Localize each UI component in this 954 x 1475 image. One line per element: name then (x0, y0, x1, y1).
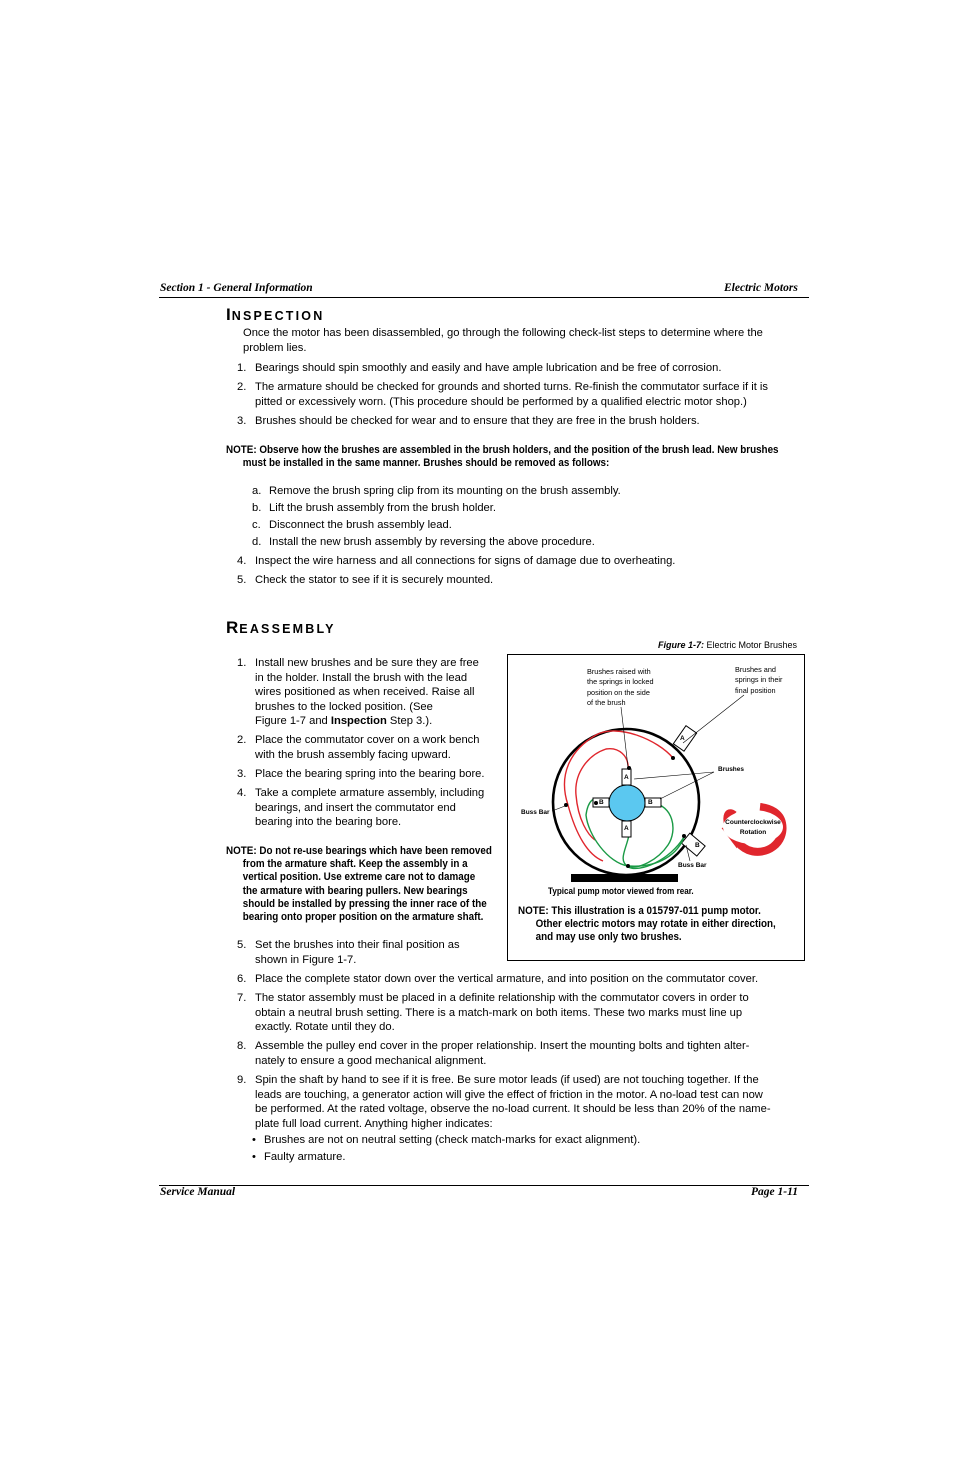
label-line: Brushes raised with (587, 667, 651, 676)
step-line: brushes to the locked position. (See (255, 700, 433, 713)
note-line: should be installed by pressing the inner race of the (242, 897, 487, 910)
step-line: Take a complete armature assembly, including (255, 787, 485, 799)
step-text (255, 656, 505, 729)
step-line: leads are touching, a generator action will give the effect of friction in the motor. A no-load test can now (255, 1088, 763, 1101)
step-text (255, 991, 815, 1035)
step-line: in the holder. Install the brush with the lead (255, 671, 468, 684)
step-text: Brushes should be checked for wear and to ensure that they are free in the brush holders. (255, 415, 700, 427)
note-line (226, 845, 499, 858)
wire-dot (594, 801, 598, 805)
inspection-intro-line-1: Once the motor has been disassembled, go through the following check-list steps to determine where the (243, 327, 763, 339)
label-line: of the brush (587, 698, 626, 708)
label-buss-bar-right: Buss Bar (678, 862, 707, 869)
step-number: 2. (237, 381, 247, 393)
note-text: This illustration is a 015797-011 pump motor. (551, 905, 761, 917)
label-line: Brushes and (735, 665, 776, 674)
step-line: Set the brushes into their final position as (255, 939, 460, 951)
label-line: final position (735, 685, 776, 695)
step-line: exactly. Rotate until they do. (255, 1021, 395, 1034)
step-line: Install new brushes and be sure they are free (255, 657, 479, 669)
step-line: Assemble the pulley end cover in the proper relationship. Insert the mounting bolts and tighten alter- (255, 1040, 750, 1052)
wire-dot (671, 756, 675, 760)
label-line: position on the side (587, 687, 650, 697)
step-number: 6. (237, 973, 247, 985)
footer-left: Service Manual (160, 1186, 236, 1198)
figure-caption-text: Electric Motor Brushes (704, 640, 798, 650)
step-number: 4. (237, 787, 247, 799)
step-line: The stator assembly must be placed in a definite relationship with the commutator covers in order to (255, 992, 749, 1004)
leader-line (621, 707, 628, 767)
step-text: Place the bearing spring into the bearing bore. (255, 768, 485, 780)
label-brushes-final (735, 665, 782, 696)
inspection-intro-line-2: problem lies. (243, 341, 307, 354)
step-line: wires positioned as when received. Raise all (255, 686, 475, 699)
step-line: shown in Figure 1-7. (255, 953, 357, 966)
step-text (255, 938, 505, 967)
note-line: bearing onto proper position on the armature shaft. (242, 911, 484, 924)
step-number: 1. (237, 362, 247, 374)
reassembly-step-1 (237, 656, 502, 731)
note-line: vertical position. Use extreme care not to damage (242, 871, 476, 884)
note-line: Other electric motors may rotate in either direction, (535, 918, 776, 931)
reassembly-heading-rest: EASSEMBLY (239, 622, 336, 636)
label-brushes: Brushes (718, 766, 745, 773)
step-line-part: Step 3.). (386, 715, 433, 728)
header-right: Electric Motors (724, 282, 798, 294)
step-number: 3. (237, 768, 247, 780)
step-line: be performed. At the rated voltage, observe the no-load current. It should be less than 20% of the name- (255, 1103, 771, 1116)
footer-right: Page 1-11 (751, 1186, 798, 1198)
header-left: Section 1 - General Information (160, 282, 313, 294)
letter-a-top-right: A (680, 735, 685, 742)
note-text-1: Observe how the brushes are assembled in the brush holders, and the position of the brush lead. New brushes (259, 444, 779, 456)
substep-letter: c. (252, 519, 261, 531)
reassembly-heading-cap: R (226, 618, 240, 637)
inspection-heading-rest: NSPECTION (231, 309, 325, 323)
figure-caption (658, 640, 797, 650)
step-text (255, 1039, 815, 1068)
step-number: 5. (237, 939, 247, 951)
label-line: springs in their (735, 675, 783, 685)
note-label: NOTE: (518, 905, 549, 917)
letter-a-bottom: A (624, 825, 629, 832)
note-text: Do not re-use bearings which have been removed (259, 845, 492, 857)
step-line-part: Figure 1-7 and (255, 715, 331, 728)
step-line: with the brush assembly facing upward. (255, 748, 451, 761)
step-text: Bearings should spin smoothly and easily and have ample lubrication and be free of corrosion. (255, 362, 722, 374)
substep-letter: b. (252, 502, 262, 514)
label-buss-bar-left: Buss Bar (521, 809, 550, 816)
armature (609, 785, 645, 821)
step-number: 1. (237, 657, 247, 669)
note-line: from the armature shaft. Keep the assembly in a (242, 858, 468, 871)
step-text: Place the complete stator down over the vertical armature, and into position on the commutator cover. (255, 973, 759, 985)
figure-bottom-caption: Typical pump motor viewed from rear. (548, 886, 694, 896)
inspection-heading-cap: I (226, 305, 232, 324)
step-number: 2. (237, 734, 247, 746)
substep-text: Lift the brush assembly from the brush holder. (269, 502, 496, 514)
leader-line (683, 695, 744, 743)
substep-letter: a. (252, 485, 262, 497)
step-text-line-1: The armature should be checked for grounds and shorted turns. Re-finish the commutator surface if it is (255, 381, 769, 393)
label-rotation (720, 818, 786, 837)
substep-text: Install the new brush assembly by reversing the above procedure. (269, 536, 595, 548)
step-number: 4. (237, 555, 247, 567)
step-text: Inspect the wire harness and all connections for signs of damage due to overheating. (255, 555, 676, 567)
figure-note (518, 905, 791, 945)
step-number: 3. (237, 415, 247, 427)
inspection-ref: Inspection (330, 715, 387, 728)
step-number: 9. (237, 1074, 247, 1086)
bullet-dot: • (252, 1134, 256, 1146)
note-line (518, 905, 791, 918)
step-line: bearing into the bearing bore. (255, 816, 402, 829)
figure-1-7 (507, 654, 805, 961)
inspection-intro (243, 326, 763, 355)
reassembly-note (226, 845, 499, 924)
label-brushes-raised (587, 667, 654, 709)
figure-caption-label: Figure 1-7: (658, 640, 705, 650)
substep-text: Remove the brush spring clip from its mounting on the brush assembly. (269, 485, 621, 497)
note-line-1 (226, 444, 807, 457)
bullet-text: Faulty armature. (264, 1151, 346, 1163)
step-text (255, 786, 505, 830)
footer-rule (159, 1185, 809, 1186)
step-line: bearings, and insert the commutator end (255, 801, 456, 814)
step-number: 7. (237, 992, 247, 1004)
step-text (255, 1073, 815, 1131)
substep-text: Disconnect the brush assembly lead. (269, 519, 452, 531)
step-line: Place the commutator cover on a work bench (255, 734, 480, 746)
wire-dot (682, 834, 686, 838)
header-rule (159, 297, 809, 298)
note-label: NOTE: (226, 845, 257, 857)
letter-b-left: B (599, 799, 604, 806)
note-label: NOTE: (226, 444, 257, 456)
letter-a-top: A (624, 774, 629, 781)
wire-dot (627, 766, 631, 770)
step-number: 8. (237, 1040, 247, 1052)
step-line: Spin the shaft by hand to see if it is free. Be sure motor leads (if used) are not touching together. If the (255, 1074, 759, 1086)
label-line: Counterclockwise (725, 819, 781, 826)
bullet-dot: • (252, 1151, 256, 1163)
note-line: the armature with bearing pullers. New bearings (242, 884, 468, 897)
label-line: the springs in locked (587, 677, 654, 687)
substep-letter: d. (252, 536, 262, 548)
step-text: Check the stator to see if it is securely mounted. (255, 574, 494, 586)
bullet-text: Brushes are not on neutral setting (check match-marks for exact alignment). (264, 1134, 641, 1146)
step-number: 5. (237, 574, 247, 586)
label-line: Rotation (739, 828, 767, 836)
inspection-note (226, 444, 807, 470)
inspection-heading (226, 305, 324, 325)
step-line: plate full load current. Anything higher indicates: (255, 1117, 493, 1130)
note-line: and may use only two brushes. (535, 931, 682, 944)
wire-dot (626, 864, 630, 868)
letter-b-bottom-right: B (695, 842, 700, 849)
step-text (255, 733, 505, 762)
step-line (255, 714, 505, 729)
step-line: obtain a neutral brush setting. There is a match-mark on both items. These two marks must line up (255, 1006, 743, 1019)
reassembly-heading (226, 618, 336, 638)
step-text-line-2: pitted or excessively worn. (This procedure should be performed by a qualified electric motor shop.) (255, 396, 747, 408)
note-line-2: must be installed in the same manner. Brushes should be removed as follows: (242, 457, 610, 470)
letter-b-right: B (648, 799, 653, 806)
step-line: nately to ensure a good mechanical alignment. (255, 1054, 487, 1067)
